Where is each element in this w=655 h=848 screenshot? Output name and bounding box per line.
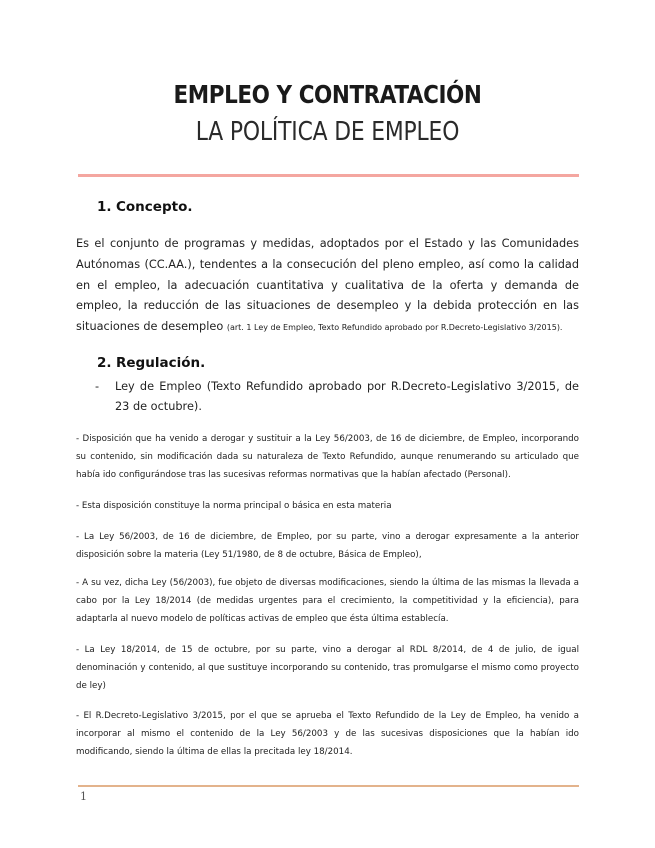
bullet-text: Ley de Empleo (Texto Refundido aprobado por R.Decreto-Legislativo 3/2015, de 23 de octubre). — [115, 380, 579, 413]
section-1-title: Concepto. — [116, 199, 193, 215]
section-2-bullet — [95, 377, 579, 417]
page-number: 1 — [80, 790, 87, 803]
note-paragraph: - A su vez, dicha Ley (56/2003), fue objeto de diversas modificaciones, siendo la última de las mismas la llevada a cabo por la Ley 18/2014 (de medidas urgentes para el crecimiento, la competitividad y la eficiencia), para adaptarla al nuevo modelo de políticas activas de empleo que ésta última establecía. — [76, 578, 579, 624]
section-1-text: Es el conjunto de programas y medidas, adoptados por el Estado y las Comunidades Autónomas (CC.AA.), tendentes a la consecución del pleno empleo, así como la calidad en el empleo, la adecuación cuantitativa y cualitativa de la oferta y demanda de empleo, la reducción de las situaciones de desempleo y la debida protección en las situaciones de desempleo — [76, 237, 579, 334]
footer-divider — [78, 785, 579, 787]
note-paragraph: - Esta disposición constituye la norma principal o básica en esta materia — [76, 501, 392, 511]
section-2-number: 2. — [97, 355, 112, 371]
section-1-paragraph — [76, 234, 579, 339]
section-1-citation: (art. 1 Ley de Empleo, Texto Refundido aprobado por R.Decreto-Legislativo 3/2015). — [226, 323, 563, 333]
section-2-heading — [97, 355, 205, 371]
note-paragraph: - La Ley 18/2014, de 15 de octubre, por su parte, vino a derogar al RDL 8/2014, de 4 de julio, de igual denominación y contenido, al que sustituye incorporando su contenido, tras promulgarse el mismo como proyecto de ley) — [76, 645, 579, 691]
section-2-title: Regulación. — [116, 355, 206, 371]
document-subtitle: LA POLÍTICA DE EMPLEO — [195, 117, 460, 147]
header-divider — [78, 174, 579, 177]
section-1-number: 1. — [97, 199, 112, 215]
bullet-dash: - — [95, 380, 100, 393]
document-title: EMPLEO Y CONTRATACIÓN — [173, 80, 482, 109]
section-1-heading — [97, 199, 192, 215]
note-paragraph: - Disposición que ha venido a derogar y sustituir a la Ley 56/2003, de 16 de diciembre, de Empleo, incorporando su contenido, sin modificación dada su naturaleza de Texto Refundido, aunque renumerando su articulado que había ido configurándose tras las sucesivas reformas normativas que la habían afectado (Personal). — [76, 434, 579, 480]
note-paragraph: - El R.Decreto-Legislativo 3/2015, por el que se aprueba el Texto Refundido de la Ley de Empleo, ha venido a incorporar al mismo el contenido de la Ley 56/2003 y de las sucesivas disposiciones que la habían ido modificando, siendo la última de ellas la precitada ley 18/2014. — [76, 711, 579, 757]
note-paragraph: - La Ley 56/2003, de 16 de diciembre, de Empleo, por su parte, vino a derogar expresamente a la anterior disposición sobre la materia (Ley 51/1980, de 8 de octubre, Básica de Empleo), — [76, 532, 579, 560]
